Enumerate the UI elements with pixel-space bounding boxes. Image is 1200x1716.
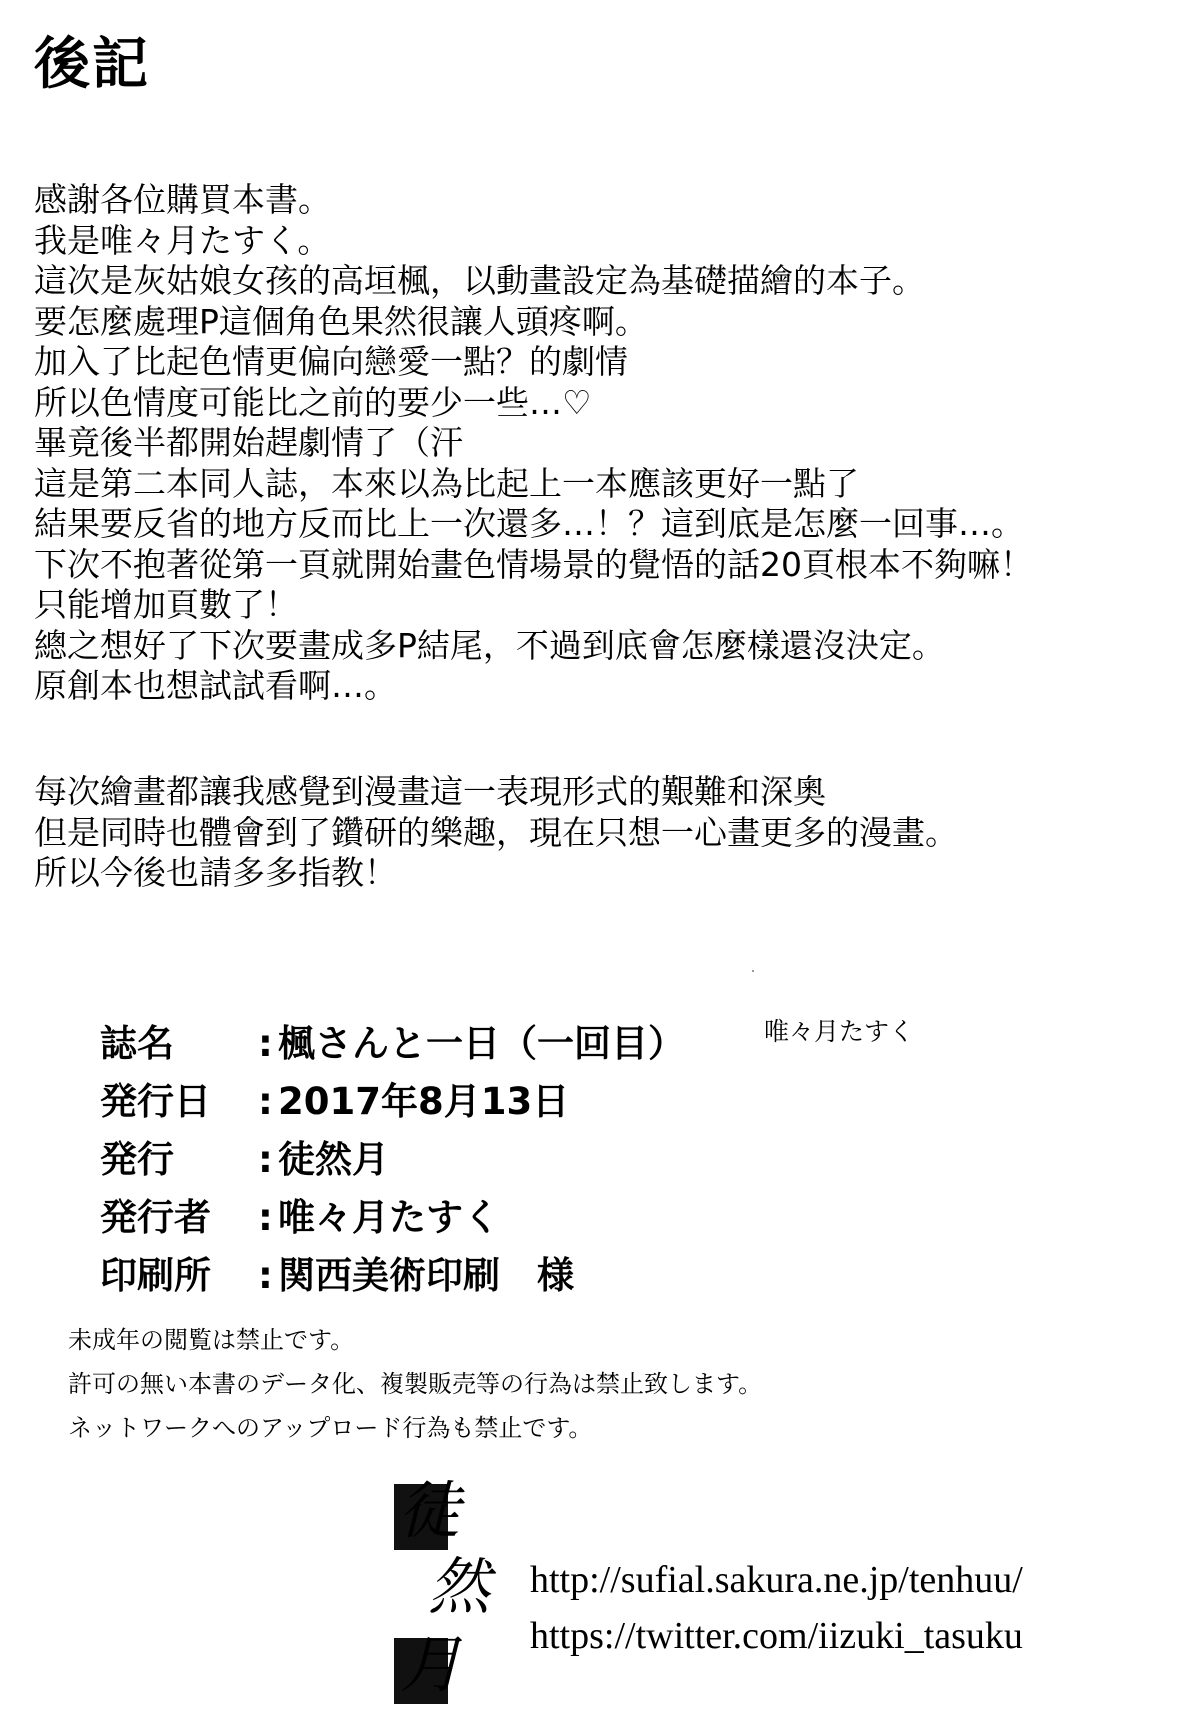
colophon-label: 印刷所 — [100, 1254, 211, 1297]
colophon — [100, 1015, 685, 1305]
body-line: 要怎麼處理P這個角色果然很讓人頭疼啊。 — [34, 301, 648, 341]
body-line: 畢竟後半都開始趕劇情了（汗 — [34, 423, 463, 462]
colophon-row-printer — [100, 1247, 685, 1305]
colophon-separator: : — [258, 1080, 273, 1123]
logo-char: 然 — [428, 1550, 491, 1623]
afterword-body — [34, 180, 1174, 707]
page-title: 後記 — [34, 32, 150, 97]
colophon-separator: : — [258, 1196, 273, 1239]
author-signature: 唯々月たすく — [764, 1017, 915, 1046]
colophon-value: 唯々月たすく — [278, 1196, 500, 1239]
body-line: 只能增加頁數了！ — [34, 585, 298, 624]
body-line: 結果要反省的地方反而比上一次還多…！？這到底是怎麼一回事…。 — [34, 504, 1024, 543]
body-line: 加入了比起色情更偏向戀愛一點？的劇情 — [34, 342, 628, 381]
colophon-row-publisher — [100, 1131, 685, 1189]
colophon-value: 2017年8月13日 — [278, 1080, 570, 1123]
colophon-row-date — [100, 1073, 685, 1131]
print-speck — [752, 970, 754, 972]
notice-line: ネットワークへのアップロード行為も禁止です。 — [68, 1414, 593, 1442]
body-line: 感謝各位購買本書。 — [34, 180, 331, 219]
colophon-row-title — [100, 1015, 685, 1073]
colophon-label: 発行 — [100, 1138, 174, 1181]
closing-line: 所以今後也請多多指教！ — [34, 853, 397, 892]
website-link[interactable]: http://sufial.sakura.ne.jp/tenhuu/ — [530, 1559, 1023, 1601]
body-line: 這次是灰姑娘女孩的高垣楓，以動畫設定為基礎描繪的本子。 — [34, 261, 925, 300]
colophon-separator: : — [258, 1254, 273, 1297]
colophon-label: 誌名 — [100, 1022, 174, 1065]
links — [530, 1552, 1023, 1664]
notice-line: 許可の無い本書のデータ化、複製販売等の行為は禁止致します。 — [68, 1370, 763, 1398]
logo-char: 月 — [400, 1628, 463, 1701]
colophon-label: 発行日 — [100, 1080, 211, 1123]
notice-line: 未成年の閲覧は禁止です。 — [68, 1326, 355, 1354]
body-line: 所以色情度可能比之前的要少一些…♡ — [34, 382, 592, 422]
colophon-separator: : — [258, 1138, 273, 1181]
circle-logo — [394, 1470, 504, 1706]
closing-line: 但是同時也體會到了鑽研的樂趣，現在只想一心畫更多的漫畫。 — [34, 812, 958, 852]
afterword-closing — [34, 772, 1174, 894]
body-line: 這是第二本同人誌，本來以為比起上一本應該更好一點了 — [34, 463, 859, 503]
colophon-label: 発行者 — [100, 1196, 211, 1239]
body-line: 我是唯々月たすく。 — [34, 220, 331, 260]
colophon-value: 関西美術印刷 様 — [278, 1254, 574, 1297]
colophon-row-author — [100, 1189, 685, 1247]
closing-line: 每次繪畫都讓我感覺到漫畫這一表現形式的艱難和深奧 — [34, 772, 826, 811]
colophon-value: 徒然月 — [278, 1138, 389, 1181]
logo-char: 徒 — [398, 1474, 461, 1547]
colophon-value: 楓さんと一日（一回目） — [278, 1022, 685, 1065]
body-line: 原創本也想試試看啊…。 — [34, 666, 397, 705]
notices — [68, 1318, 762, 1450]
twitter-link[interactable]: https://twitter.com/iizuki_tasuku — [530, 1615, 1023, 1657]
colophon-separator: : — [258, 1022, 273, 1065]
body-line: 總之想好了下次要畫成多P結尾，不過到底會怎麼樣還沒決定。 — [34, 625, 945, 665]
body-line: 下次不抱著從第一頁就開始畫色情場景的覺悟的話20頁根本不夠嘛！ — [34, 544, 1033, 584]
